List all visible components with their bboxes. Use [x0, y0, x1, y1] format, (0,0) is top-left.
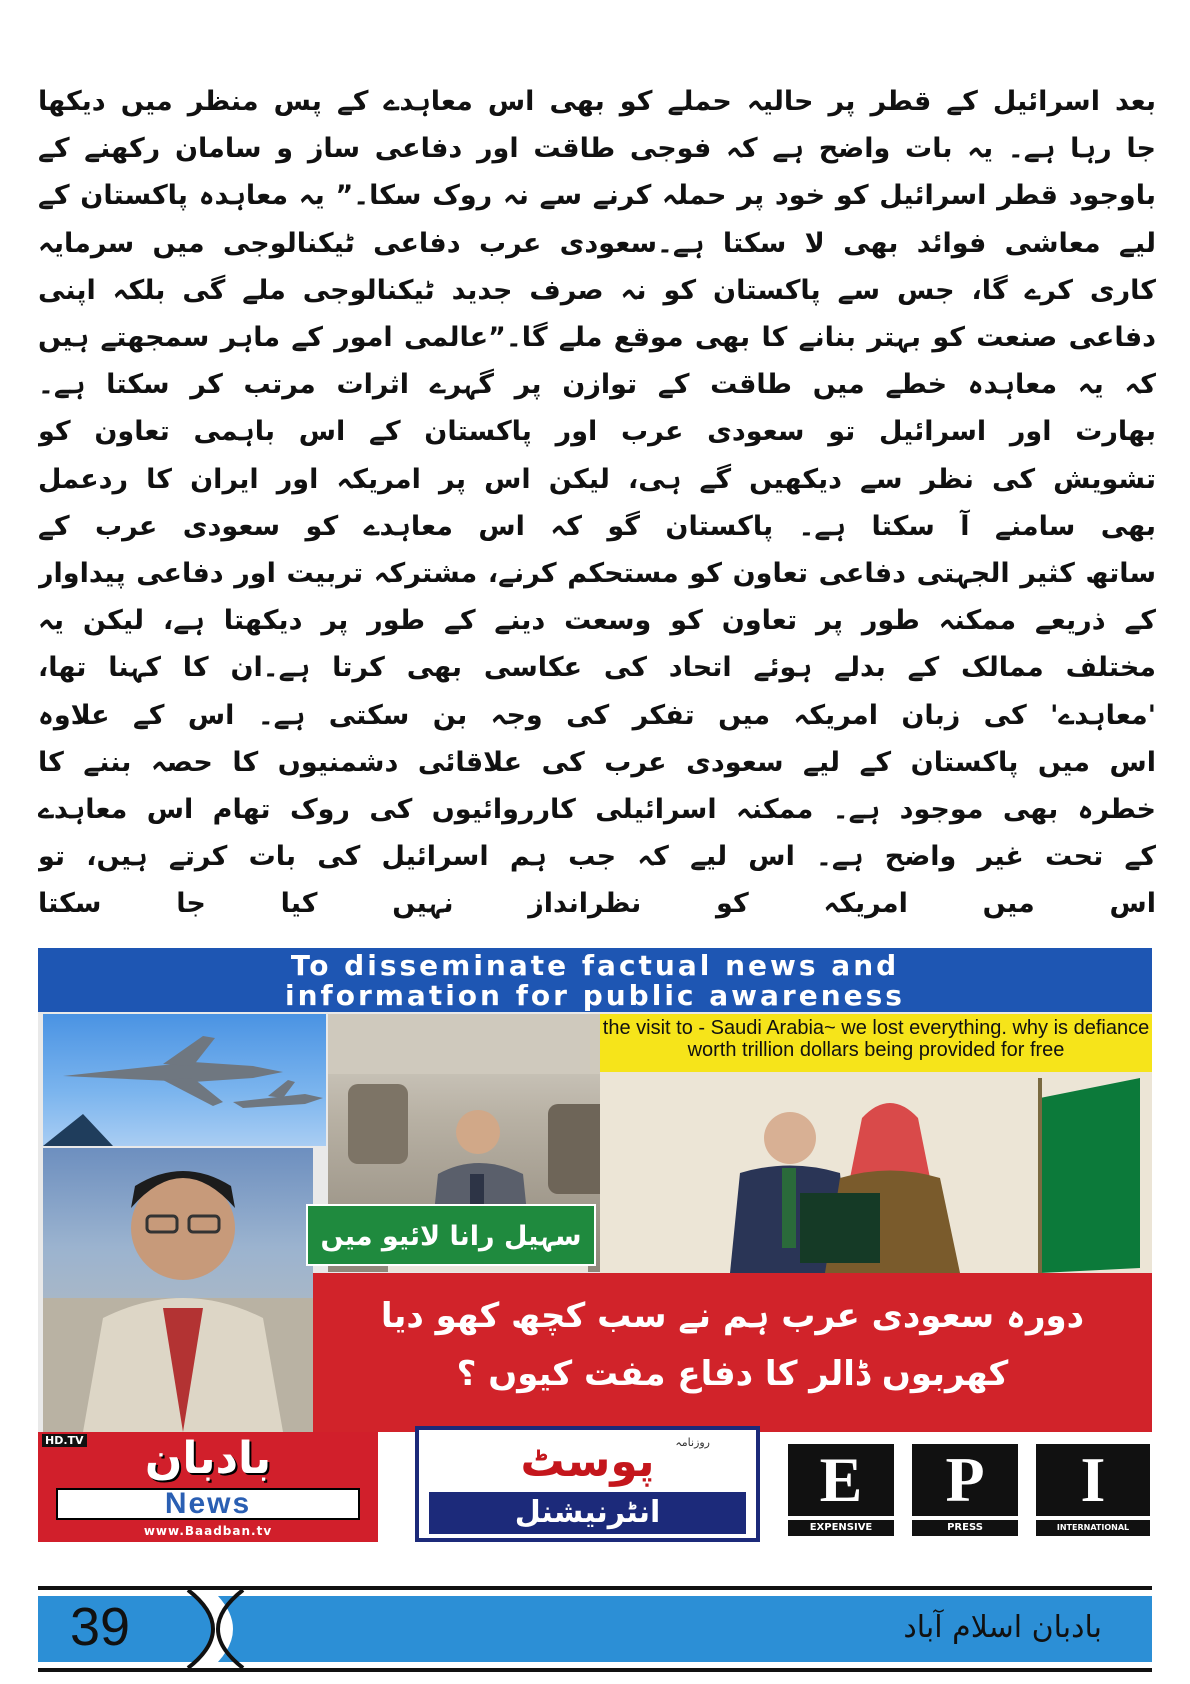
article-line: خطرہ بھی موجود ہے۔ ممکنہ اسرائیلی کارروائیوں کی روک تھام اس معاہدے	[38, 794, 1156, 826]
article-body	[38, 78, 1156, 930]
baadban-urdu-title: بادبان	[144, 1433, 272, 1484]
post-small-label: روزنامہ	[675, 1436, 710, 1449]
epi-letter: I	[1036, 1444, 1150, 1516]
article-line: بھی سامنے آ سکتا ہے۔ پاکستان گو کہ اس معاہدے کو سعودی عرب کے	[38, 510, 1156, 542]
epi-letter: E	[788, 1444, 894, 1516]
article-line: ساتھ کثیر الجہتی دفاعی تعاون کو مستحکم کرنے، مشترکہ تربیت اور دفاعی پیداوار	[38, 558, 1156, 590]
publication-name: بادبان اسلام آباد	[903, 1610, 1102, 1645]
presenter-photo	[43, 1148, 313, 1432]
fighter-jets-photo	[43, 1014, 326, 1146]
post-title: پوسٹ	[520, 1436, 655, 1487]
logos-row	[38, 1432, 1152, 1542]
news-collage	[38, 948, 1152, 1432]
awareness-banner	[38, 948, 1152, 1012]
article-line: 'معاہدے' کی زبان امریکہ میں تفکر کی وجہ بن سکتی ہے۔ اس کے علاوہ	[38, 699, 1156, 731]
headline-line: کھربوں ڈالر کا دفاع مفت کیوں ؟	[456, 1354, 1009, 1394]
article-line: اس میں پاکستان کے لیے سعودی عرب کی علاقائی دشمنیوں کا حصہ بننے کا	[38, 746, 1156, 778]
article-line: تشویش کی نظر سے دیکھیں گے ہی، لیکن اس پر امریکہ اور ایران کا ردعمل	[38, 463, 1156, 495]
article-line: کہ یہ معاہدہ خطے میں طاقت کے توازن پر گہرے اثرات مرتب کر سکتا ہے۔	[38, 369, 1156, 401]
presenter-caption: سہیل رانا لائیو میں	[306, 1204, 596, 1266]
article-line: اس میں امریکہ کو نظرانداز نہیں کیا جا سکتا	[38, 888, 1156, 920]
epi-logo	[788, 1444, 1152, 1542]
epi-label: EXPENSIVE	[788, 1520, 894, 1536]
baadban-url: www.Baadban.tv	[143, 1524, 273, 1538]
banner-line: To disseminate factual news and	[290, 949, 900, 982]
news-word: News	[164, 1487, 252, 1520]
article-line: جا رہا ہے۔ یہ بات واضح ہے کہ فوجی طاقت اور دفاعی ساز و سامان رکھنے کے	[38, 133, 1156, 165]
article-line: لیے معاشی فوائد بھی لا سکتا ہے۔سعودی عرب دفاعی ٹیکنالوجی میں سرمایہ	[38, 227, 1156, 259]
baadban-news-logo	[38, 1432, 378, 1542]
article-line: دفاعی صنعت کو بہتر بنانے کا بھی موقع ملے گا۔”عالمی امور کے ماہر سمجھتے ہیں	[38, 322, 1156, 354]
article-line: مختلف ممالک کے بدلے ہوئے اتحاد کی عکاسی بھی کرتا ہے۔ان کا کہنا تھا،	[38, 652, 1156, 684]
article-line: بعد اسرائیل کے قطر پر حالیہ حملے کو بھی اس معاہدے کے پس منظر میں دیکھا	[38, 86, 1156, 117]
news-box	[56, 1488, 360, 1520]
article-line: کاری کرے گا، جس سے پاکستان کو نہ صرف جدید ٹیکنالوجی ملے گی بلکہ اپنی	[38, 274, 1156, 306]
epi-letter: P	[912, 1444, 1018, 1516]
post-international-logo	[415, 1426, 760, 1542]
yellow-caption: the visit to - Saudi Arabia~ we lost everything. why is defiance worth trillion dollars being provided for free	[600, 1014, 1152, 1072]
epi-label: INTERNATIONAL	[1036, 1520, 1150, 1536]
article-line: کے تحت غیر واضح ہے۔ اس لیے کہ جب ہم اسرائیل کی بات کرتے ہیں، تو	[38, 841, 1156, 873]
post-subtitle: انٹرنیشنل	[514, 1495, 661, 1530]
hdtv-label: HD.TV	[42, 1434, 87, 1447]
article-line: باوجود قطر اسرائیل کو خود پر حملہ کرنے سے نہ روک سکا۔” یہ معاہدہ پاکستان کے	[38, 180, 1156, 212]
epi-label: PRESS	[912, 1520, 1018, 1536]
meeting-photo	[600, 1068, 1152, 1273]
post-subtitle-box	[429, 1492, 746, 1534]
headline-line: دورہ سعودی عرب ہم نے سب کچھ کھو دیا	[380, 1296, 1085, 1336]
banner-line: information for public awareness	[285, 979, 905, 1012]
article-line: کے ذریعے ممکنہ طور پر تعاون کو وسعت دینے کے طور پر دیکھتا ہے، لیکن یہ	[38, 605, 1156, 637]
article-line: بھارت اور اسرائیل تو سعودی عرب اور پاکستان کے اس باہمی تعاون کو	[38, 416, 1156, 448]
page-number: 39	[70, 1597, 131, 1657]
headline-panel	[313, 1273, 1152, 1432]
page-footer	[38, 1586, 1152, 1672]
